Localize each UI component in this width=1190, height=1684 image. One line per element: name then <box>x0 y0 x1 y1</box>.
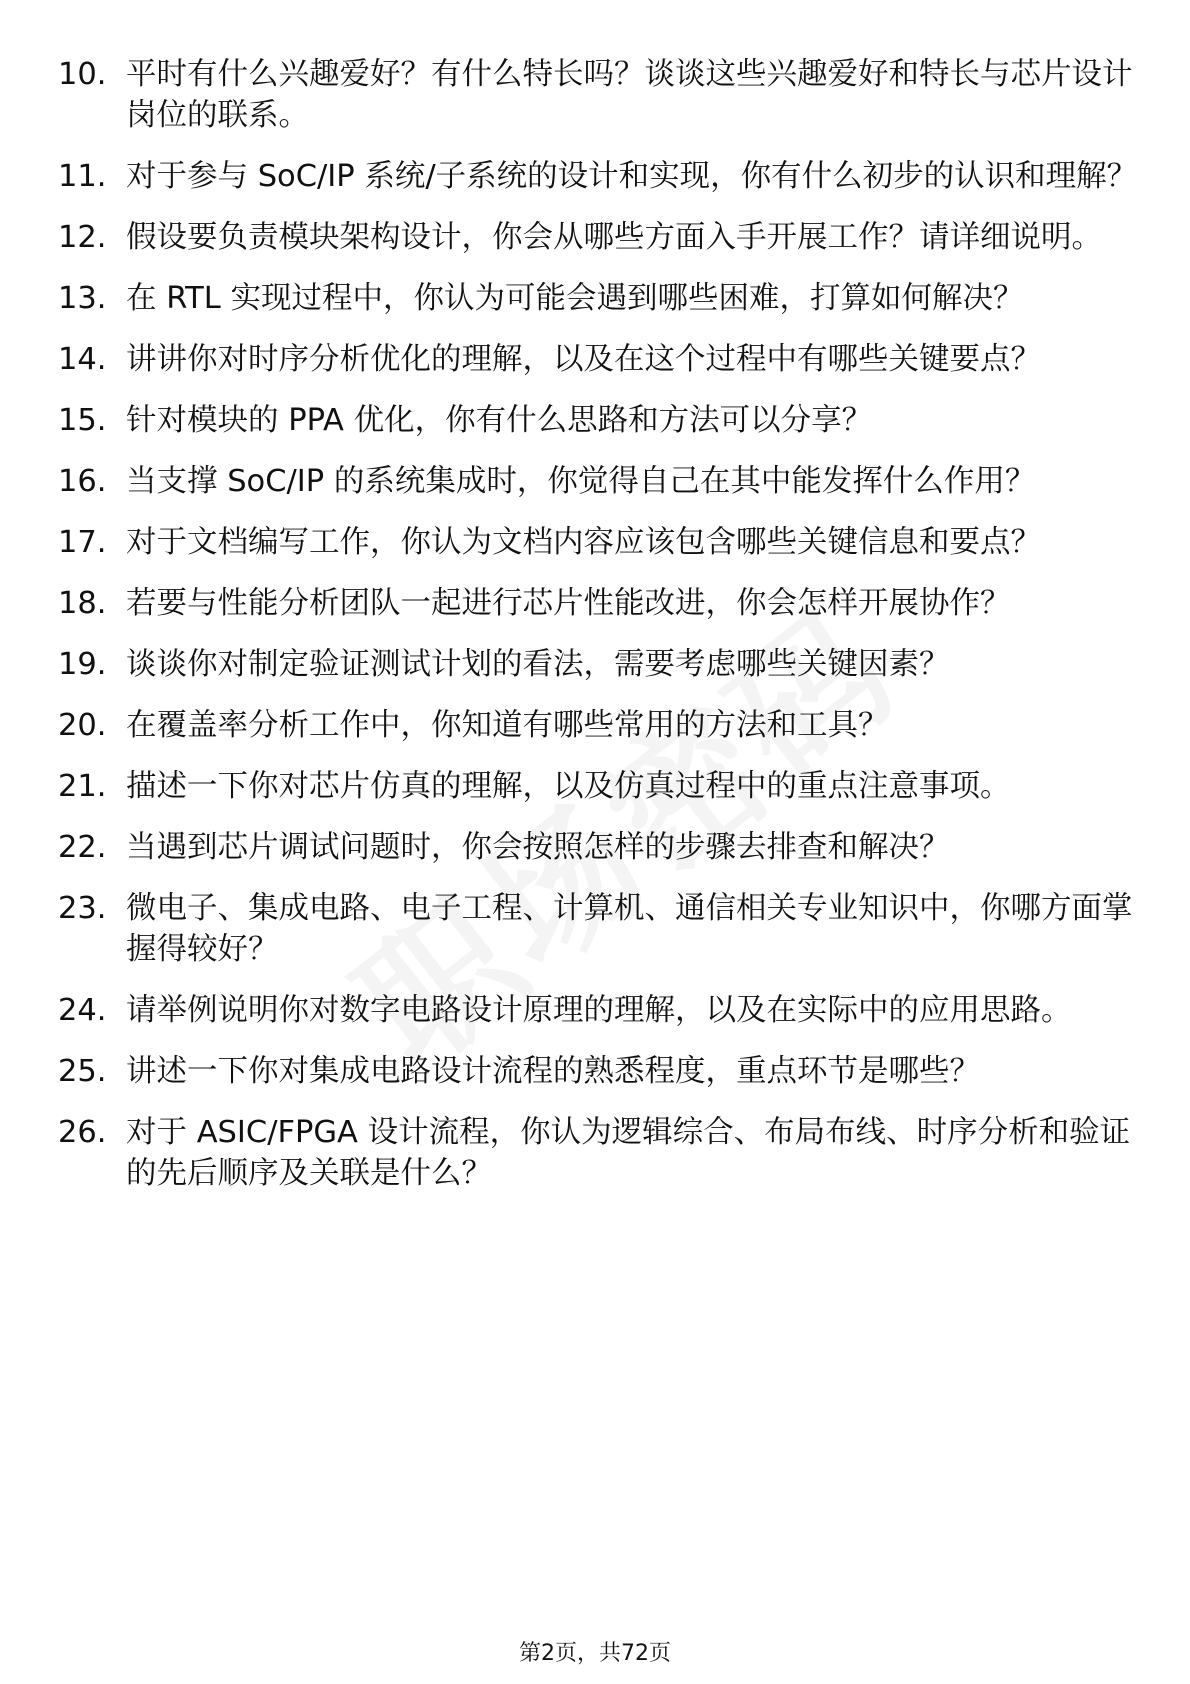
question-number: 11. <box>58 159 107 194</box>
question-number: 17. <box>58 525 107 560</box>
question-text: 对于文档编写工作，你认为文档内容应该包含哪些关键信息和要点？ <box>126 525 1041 560</box>
list-item <box>58 1051 1138 1092</box>
question-number: 14. <box>58 342 107 377</box>
list-item <box>58 583 1138 624</box>
list-item <box>58 766 1138 807</box>
question-number: 13. <box>58 281 107 316</box>
question-text: 讲述一下你对集成电路设计流程的熟悉程度，重点环节是哪些？ <box>126 1054 980 1089</box>
question-text: 谈谈你对制定验证测试计划的看法，需要考虑哪些关键因素？ <box>126 647 950 682</box>
question-text: 当遇到芯片调试问题时，你会按照怎样的步骤去排查和解决？ <box>126 830 950 865</box>
question-text: 若要与性能分析团队一起进行芯片性能改进，你会怎样开展协作？ <box>126 586 1011 621</box>
list-item <box>58 1112 1138 1194</box>
question-number: 24. <box>58 993 107 1028</box>
list-item <box>58 644 1138 685</box>
question-text: 平时有什么兴趣爱好？有什么特长吗？谈谈这些兴趣爱好和特长与芯片设计岗位的联系。 <box>126 57 1133 133</box>
list-item <box>58 217 1138 258</box>
question-number: 20. <box>58 708 107 743</box>
list-item <box>58 54 1138 136</box>
question-text: 对于参与 SoC/IP 系统/子系统的设计和实现，你有什么初步的认识和理解？ <box>126 159 1138 194</box>
question-text: 假设要负责模块架构设计，你会从哪些方面入手开展工作？请详细说明。 <box>126 220 1102 255</box>
list-item <box>58 400 1138 441</box>
question-number: 26. <box>58 1115 107 1150</box>
question-text: 当支撑 SoC/IP 的系统集成时，你觉得自己在其中能发挥什么作用？ <box>126 464 1036 499</box>
question-number: 10. <box>58 57 107 92</box>
list-item <box>58 156 1138 197</box>
question-number: 15. <box>58 403 107 438</box>
list-item <box>58 990 1138 1031</box>
list-item <box>58 705 1138 746</box>
list-item <box>58 339 1138 380</box>
question-text: 对于 ASIC/FPGA 设计流程，你认为逻辑综合、布局布线、时序分析和验证的先后顺序及关联是什么？ <box>126 1115 1131 1191</box>
page-number: 第2页，共72页 <box>519 1641 671 1666</box>
question-number: 23. <box>58 891 107 926</box>
question-text: 请举例说明你对数字电路设计原理的理解，以及在实际中的应用思路。 <box>126 993 1072 1028</box>
question-text: 讲讲你对时序分析优化的理解，以及在这个过程中有哪些关键要点？ <box>126 342 1041 377</box>
list-item <box>58 888 1138 970</box>
question-number: 25. <box>58 1054 107 1089</box>
list-item <box>58 278 1138 319</box>
list-item <box>58 522 1138 563</box>
question-number: 19. <box>58 647 107 682</box>
question-number: 22. <box>58 830 107 865</box>
list-item <box>58 461 1138 502</box>
question-text: 微电子、集成电路、电子工程、计算机、通信相关专业知识中，你哪方面掌握得较好？ <box>126 891 1133 967</box>
question-number: 16. <box>58 464 107 499</box>
question-text: 描述一下你对芯片仿真的理解，以及仿真过程中的重点注意事项。 <box>126 769 1011 804</box>
question-number: 21. <box>58 769 107 804</box>
question-number: 12. <box>58 220 107 255</box>
question-text: 在 RTL 实现过程中，你认为可能会遇到哪些困难，打算如何解决？ <box>126 281 1024 316</box>
question-list <box>58 54 1138 1214</box>
question-text: 在覆盖率分析工作中，你知道有哪些常用的方法和工具？ <box>126 708 889 743</box>
question-number: 18. <box>58 586 107 621</box>
question-text: 针对模块的 PPA 优化，你有什么思路和方法可以分享？ <box>126 403 873 438</box>
list-item <box>58 827 1138 868</box>
